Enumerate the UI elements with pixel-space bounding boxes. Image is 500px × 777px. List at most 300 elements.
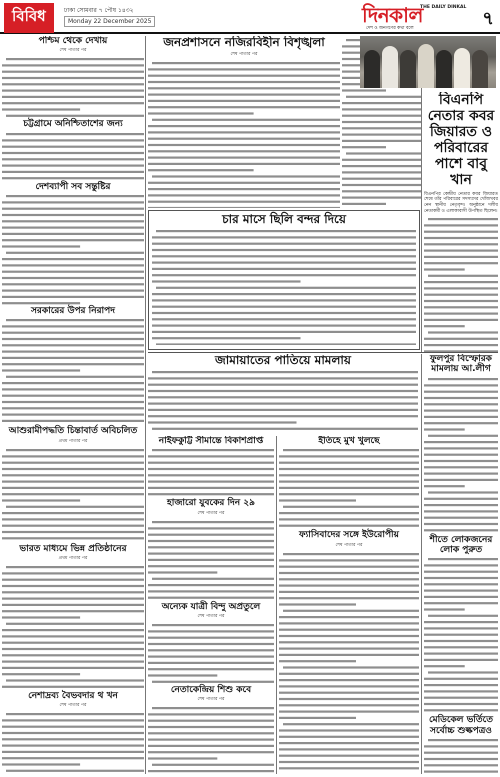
text-line bbox=[342, 159, 422, 161]
text-line bbox=[424, 640, 498, 642]
text-line bbox=[279, 519, 419, 521]
text-line bbox=[342, 140, 422, 142]
text-line bbox=[424, 453, 498, 455]
headline: ইতিহে মুখ খুলছে bbox=[318, 436, 380, 446]
text-line bbox=[428, 672, 498, 674]
headline: সরকারের উপর নিরাপদ bbox=[30, 306, 115, 317]
text-line bbox=[2, 395, 144, 397]
text-line bbox=[152, 521, 274, 523]
text-line bbox=[148, 668, 274, 670]
text-line bbox=[148, 112, 254, 114]
text-line bbox=[428, 491, 498, 493]
column-divider bbox=[276, 436, 277, 774]
article-body bbox=[2, 55, 144, 119]
text-line bbox=[156, 343, 416, 345]
headline: পশ্চিম থেকে দেখায় bbox=[38, 36, 108, 46]
right-headline-area bbox=[424, 92, 498, 352]
text-line bbox=[424, 758, 498, 760]
text-line bbox=[2, 661, 144, 663]
text-line bbox=[279, 641, 419, 643]
photo-person bbox=[472, 50, 488, 88]
text-line bbox=[2, 751, 144, 753]
text-line bbox=[2, 96, 144, 98]
text-line bbox=[279, 578, 419, 580]
text-line bbox=[424, 697, 498, 699]
text-line bbox=[148, 487, 274, 489]
text-line bbox=[6, 133, 144, 135]
text-line bbox=[2, 461, 144, 463]
text-line bbox=[424, 678, 498, 680]
text-line bbox=[148, 475, 274, 477]
text-line bbox=[2, 245, 80, 247]
text-line bbox=[342, 108, 422, 110]
text-line bbox=[424, 306, 498, 308]
text-line bbox=[2, 531, 144, 533]
text-line bbox=[2, 493, 144, 495]
text-line bbox=[6, 505, 144, 507]
text-line bbox=[2, 152, 144, 154]
text-line bbox=[424, 691, 498, 693]
text-line bbox=[152, 624, 274, 626]
text-line bbox=[424, 523, 498, 525]
text-line bbox=[2, 363, 144, 365]
photo-person bbox=[364, 50, 380, 88]
text-line bbox=[152, 293, 416, 295]
text-line bbox=[2, 389, 144, 391]
text-line bbox=[2, 572, 144, 574]
text-line bbox=[148, 200, 340, 202]
article-body bbox=[424, 215, 498, 352]
text-line bbox=[279, 456, 419, 458]
section-label: বিবিধ bbox=[4, 3, 54, 33]
masthead-english: THE DAILY DINKAL bbox=[420, 5, 467, 10]
text-line bbox=[148, 546, 274, 548]
text-line bbox=[148, 137, 340, 139]
text-line bbox=[148, 377, 418, 379]
text-line bbox=[148, 533, 274, 535]
text-line bbox=[2, 370, 80, 372]
text-line bbox=[2, 414, 144, 416]
text-line bbox=[152, 280, 301, 282]
text-line bbox=[2, 332, 144, 334]
text-line bbox=[148, 390, 418, 392]
text-line bbox=[424, 516, 498, 518]
text-line bbox=[2, 77, 144, 79]
text-line bbox=[279, 754, 419, 756]
headline: শীতে লোকজনের লোক পুরুত bbox=[429, 534, 493, 556]
text-line bbox=[2, 654, 144, 656]
text-line bbox=[279, 622, 419, 624]
text-line bbox=[424, 596, 498, 598]
headline: নেশাদ্রব্য বৈভবদার থ খন bbox=[28, 691, 118, 702]
text-line bbox=[279, 500, 356, 502]
article-body bbox=[424, 375, 498, 535]
text-line bbox=[279, 767, 419, 769]
article-body bbox=[2, 563, 144, 691]
text-line bbox=[2, 65, 144, 67]
text-line bbox=[2, 642, 144, 644]
text-line bbox=[424, 510, 498, 512]
text-line bbox=[6, 195, 144, 197]
mid-left-column bbox=[148, 436, 274, 774]
text-line bbox=[279, 468, 419, 470]
text-line bbox=[148, 421, 297, 423]
text-line bbox=[424, 384, 498, 386]
text-line bbox=[424, 752, 498, 754]
text-line bbox=[148, 481, 274, 483]
headline: আশুরামীপদ্ধতি চিন্তাবার্ত অবিচলিত bbox=[8, 426, 138, 437]
text-line bbox=[2, 720, 144, 722]
text-line bbox=[6, 566, 144, 568]
continuation-note: প্রথম পাতার পর bbox=[58, 556, 88, 562]
text-line bbox=[279, 493, 419, 495]
article-body bbox=[2, 192, 144, 306]
text-line bbox=[424, 243, 498, 245]
text-line bbox=[342, 197, 422, 199]
article-body bbox=[279, 550, 419, 770]
lead-headline: জনপ্রশাসনে নজিরবিহীন বিশৃঙ্খলা bbox=[163, 36, 325, 49]
text-line bbox=[152, 118, 340, 120]
text-line bbox=[152, 337, 301, 339]
text-line bbox=[342, 190, 422, 192]
text-line bbox=[152, 681, 274, 683]
text-line bbox=[283, 506, 419, 508]
continuation-note: শেষ পাতার পর bbox=[59, 703, 87, 709]
text-line bbox=[424, 764, 498, 766]
text-line bbox=[424, 403, 498, 405]
text-line bbox=[279, 525, 419, 527]
article-body bbox=[2, 130, 144, 182]
text-line bbox=[424, 497, 498, 499]
text-line bbox=[152, 427, 418, 429]
text-line bbox=[148, 106, 340, 108]
text-line bbox=[342, 127, 422, 129]
text-line bbox=[342, 178, 422, 180]
text-line bbox=[279, 716, 356, 718]
continuation-note: শেষ পাতার পর bbox=[197, 697, 225, 703]
text-line bbox=[279, 487, 419, 489]
text-line bbox=[2, 296, 144, 298]
text-line bbox=[152, 242, 416, 244]
text-line bbox=[148, 733, 274, 735]
headline: নেতাকেন্দ্রিয় শিশু কবে bbox=[170, 685, 252, 696]
text-line bbox=[148, 726, 274, 728]
text-line bbox=[283, 553, 419, 555]
text-line bbox=[279, 685, 419, 687]
article-body bbox=[2, 446, 144, 544]
text-line bbox=[2, 158, 144, 160]
headline: জামায়াতের পাতিয়ে মামলায় bbox=[215, 354, 351, 367]
text-line bbox=[2, 524, 144, 526]
text-line bbox=[6, 770, 144, 772]
text-line bbox=[283, 609, 419, 611]
text-line bbox=[283, 723, 419, 725]
text-line bbox=[152, 62, 340, 64]
text-line bbox=[6, 623, 144, 625]
text-line bbox=[2, 214, 144, 216]
text-line bbox=[148, 163, 340, 165]
text-line bbox=[148, 565, 274, 567]
photo-person bbox=[400, 50, 416, 88]
text-line bbox=[424, 504, 498, 506]
text-line bbox=[2, 732, 144, 734]
text-line bbox=[2, 382, 144, 384]
text-line bbox=[2, 420, 144, 422]
headline: ফুলপুর বিস্ফোরক মামলায় আ.লীগ bbox=[430, 354, 492, 375]
article-body bbox=[148, 621, 274, 685]
text-line bbox=[2, 739, 144, 741]
text-line bbox=[424, 294, 498, 296]
masthead-tagline: দেশ ও জনগণের কথা বলে bbox=[366, 26, 414, 31]
text-line bbox=[279, 647, 419, 649]
text-line bbox=[152, 331, 416, 333]
text-line bbox=[279, 742, 419, 744]
text-line bbox=[2, 283, 144, 285]
text-line bbox=[279, 729, 419, 731]
text-line bbox=[2, 84, 144, 86]
headline: হাজারো যুবকের দিন ২৯ bbox=[166, 498, 255, 509]
text-line bbox=[424, 422, 498, 424]
text-line bbox=[152, 312, 416, 314]
text-line bbox=[2, 518, 144, 520]
headline: চার মাসে ছিলি বন্দর দিয়ে bbox=[222, 212, 346, 226]
text-line bbox=[2, 338, 144, 340]
text-line bbox=[428, 558, 498, 560]
text-line bbox=[156, 286, 416, 288]
text-line bbox=[342, 102, 422, 104]
page-header bbox=[0, 0, 500, 34]
text-line bbox=[2, 667, 144, 669]
text-line bbox=[2, 345, 144, 347]
text-line bbox=[424, 409, 498, 411]
photo-person bbox=[418, 44, 434, 88]
text-line bbox=[2, 455, 144, 457]
text-line bbox=[279, 616, 419, 618]
text-line bbox=[428, 434, 498, 436]
text-line bbox=[148, 584, 274, 586]
headline: চট্টগ্রামে অনিশ্চিতাশের জন্য bbox=[23, 119, 123, 130]
text-line bbox=[148, 68, 340, 70]
text-line bbox=[342, 115, 422, 117]
headline: অন্যেক যাত্রী বিন্দু অপ্রতুলে bbox=[161, 601, 261, 612]
text-line bbox=[148, 383, 418, 385]
text-line bbox=[148, 93, 340, 95]
text-line bbox=[2, 629, 144, 631]
text-line bbox=[2, 233, 144, 235]
text-line bbox=[152, 274, 416, 276]
text-line bbox=[424, 447, 498, 449]
text-line bbox=[148, 758, 217, 760]
text-line bbox=[424, 584, 498, 586]
text-line bbox=[424, 237, 498, 239]
text-line bbox=[424, 634, 498, 636]
text-line bbox=[2, 109, 80, 111]
text-line bbox=[148, 194, 340, 196]
text-line bbox=[2, 102, 144, 104]
text-line bbox=[2, 326, 144, 328]
text-line bbox=[424, 262, 498, 264]
text-line bbox=[424, 647, 498, 649]
text-line bbox=[148, 468, 274, 470]
text-line bbox=[6, 713, 144, 715]
text-line bbox=[152, 707, 274, 709]
continuation-note: প্রথম পাতার পর bbox=[58, 438, 88, 444]
text-line bbox=[424, 344, 498, 346]
text-line bbox=[152, 371, 418, 373]
text-line bbox=[148, 649, 274, 651]
text-line bbox=[2, 208, 144, 210]
headline: দেশব্যাপী সব সন্তুষ্টির bbox=[35, 181, 111, 192]
text-line bbox=[152, 305, 416, 307]
text-line bbox=[428, 378, 498, 380]
text-line bbox=[279, 597, 419, 599]
text-line bbox=[2, 90, 144, 92]
text-line bbox=[2, 351, 144, 353]
text-line bbox=[279, 710, 419, 712]
text-line bbox=[424, 249, 498, 251]
text-line bbox=[428, 331, 498, 333]
text-line bbox=[424, 703, 498, 705]
text-line bbox=[424, 428, 465, 430]
text-line bbox=[279, 679, 419, 681]
text-line bbox=[152, 268, 416, 270]
text-line bbox=[148, 409, 418, 411]
page-number: ৭ bbox=[482, 8, 494, 29]
text-line bbox=[152, 261, 416, 263]
text-line bbox=[424, 281, 498, 283]
column-divider bbox=[145, 36, 146, 774]
text-line bbox=[424, 478, 498, 480]
text-line bbox=[2, 512, 144, 514]
text-line bbox=[148, 169, 254, 171]
continuation-note: শেষ পাতার পর bbox=[230, 51, 258, 57]
text-line bbox=[148, 662, 274, 664]
text-line bbox=[2, 139, 144, 141]
text-line bbox=[2, 145, 144, 147]
text-line bbox=[424, 256, 498, 258]
text-line bbox=[424, 571, 498, 573]
text-line bbox=[279, 628, 419, 630]
text-line bbox=[148, 188, 340, 190]
text-line bbox=[2, 758, 144, 760]
column-divider bbox=[421, 354, 422, 774]
jamaat-story bbox=[148, 354, 418, 434]
text-line bbox=[342, 184, 422, 186]
text-line bbox=[279, 590, 419, 592]
text-line bbox=[342, 134, 422, 136]
text-line bbox=[342, 89, 386, 91]
photo-person bbox=[454, 48, 470, 88]
text-line bbox=[148, 745, 274, 747]
text-line bbox=[148, 181, 340, 183]
article-body bbox=[148, 704, 274, 774]
text-line bbox=[279, 735, 419, 737]
text-line bbox=[148, 415, 418, 417]
mid-right-column bbox=[279, 436, 419, 774]
text-line bbox=[156, 230, 416, 232]
text-line bbox=[2, 487, 144, 489]
text-line bbox=[279, 672, 419, 674]
text-line bbox=[424, 312, 498, 314]
text-line bbox=[428, 218, 498, 220]
text-line bbox=[148, 125, 340, 127]
headline: মেডিকেল ভর্তিতে সর্বোচ্চ শুল্কপত্রও bbox=[428, 715, 493, 736]
text-line bbox=[2, 164, 144, 166]
text-line bbox=[279, 584, 419, 586]
text-line bbox=[2, 170, 144, 172]
text-line bbox=[279, 761, 419, 763]
text-line bbox=[2, 635, 144, 637]
text-line bbox=[342, 146, 386, 148]
text-line bbox=[148, 656, 274, 658]
text-line bbox=[148, 402, 418, 404]
text-line bbox=[148, 674, 217, 676]
text-line bbox=[424, 665, 465, 667]
text-line bbox=[279, 475, 419, 477]
text-line bbox=[2, 745, 144, 747]
text-line bbox=[148, 714, 274, 716]
text-line bbox=[148, 527, 274, 529]
text-line bbox=[2, 610, 144, 612]
text-line bbox=[152, 764, 274, 766]
text-line bbox=[148, 81, 340, 83]
text-line bbox=[424, 628, 498, 630]
text-line bbox=[279, 559, 419, 561]
text-line bbox=[424, 602, 498, 604]
text-line bbox=[279, 691, 419, 693]
text-line bbox=[152, 318, 416, 320]
headline: ফ্যাসিবাদের সঙ্গে ইউরোপীয় bbox=[299, 530, 399, 541]
text-line bbox=[2, 71, 144, 73]
text-line bbox=[424, 231, 498, 233]
text-line bbox=[424, 609, 465, 611]
text-line bbox=[148, 396, 418, 398]
text-line bbox=[424, 319, 498, 321]
text-line bbox=[424, 390, 498, 392]
text-line bbox=[2, 220, 144, 222]
text-line bbox=[279, 603, 356, 605]
text-line bbox=[2, 591, 144, 593]
text-line bbox=[2, 271, 144, 273]
text-line bbox=[424, 653, 498, 655]
lead-story bbox=[148, 36, 340, 208]
text-line bbox=[424, 287, 498, 289]
text-line bbox=[424, 659, 498, 661]
text-line bbox=[152, 255, 416, 257]
text-line bbox=[2, 616, 80, 618]
text-line bbox=[148, 770, 274, 772]
text-line bbox=[279, 660, 356, 662]
text-line bbox=[2, 604, 144, 606]
text-line bbox=[2, 401, 144, 403]
text-line bbox=[424, 460, 498, 462]
article-body bbox=[148, 368, 418, 432]
section-divider bbox=[148, 352, 498, 353]
text-line bbox=[148, 150, 340, 152]
text-line bbox=[279, 512, 419, 514]
text-line bbox=[2, 585, 144, 587]
text-line bbox=[424, 590, 498, 592]
text-line bbox=[148, 720, 274, 722]
text-line bbox=[148, 87, 340, 89]
text-line bbox=[148, 558, 274, 560]
date-english: Monday 22 December 2025 bbox=[64, 16, 155, 27]
text-line bbox=[6, 319, 144, 321]
text-line bbox=[424, 565, 498, 567]
text-line bbox=[2, 227, 144, 229]
text-line bbox=[424, 621, 498, 623]
right-lead-headline: বিএনপি নেতার কবর জিয়ারত ও পরিবারের পাশে বাবু খান bbox=[427, 92, 495, 189]
